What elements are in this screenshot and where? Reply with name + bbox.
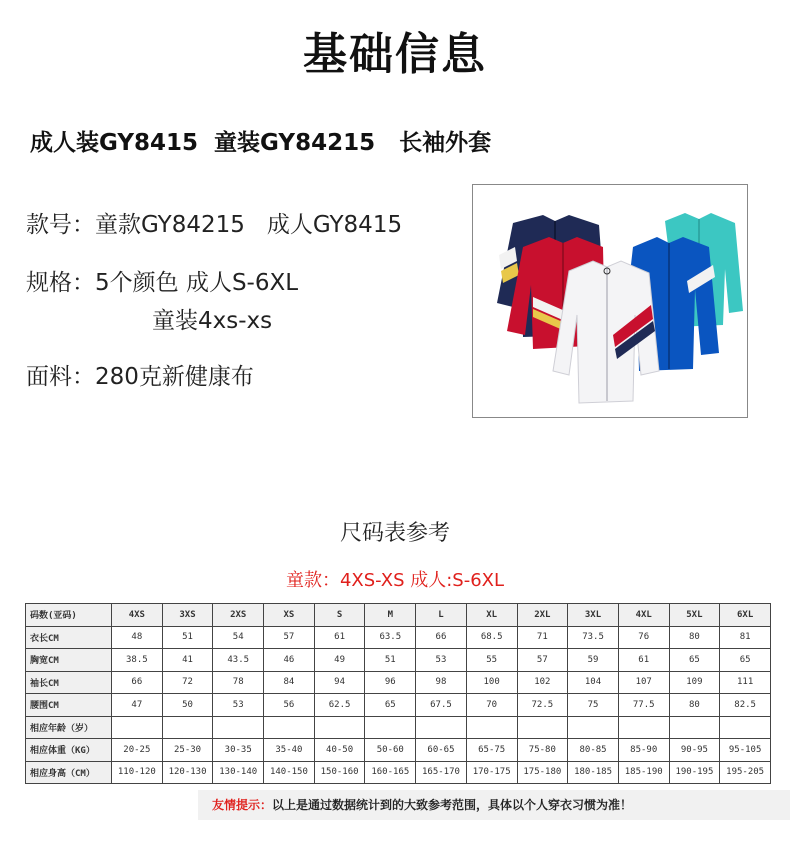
size-table-cell: 54 (213, 626, 264, 649)
size-table-cell: 84 (264, 671, 315, 694)
size-table-cell: 80 (669, 626, 720, 649)
size-table-cell: 49 (314, 649, 365, 672)
size-table-cell: 48 (112, 626, 163, 649)
tip-lead: 友情提示： (212, 798, 273, 812)
size-column-header: 5XL (669, 604, 720, 627)
size-table-cell: 110-120 (112, 761, 163, 784)
size-column-header: 4XS (112, 604, 163, 627)
size-table-cell: 180-185 (568, 761, 619, 784)
size-table-cell: 50-60 (365, 739, 416, 762)
size-table-cell: 75-80 (517, 739, 568, 762)
size-table-cell (618, 716, 669, 739)
size-table-cell: 67.5 (416, 694, 467, 717)
size-table-cell (213, 716, 264, 739)
size-table-cell: 57 (264, 626, 315, 649)
size-table-cell: 43.5 (213, 649, 264, 672)
size-row-label: 相应身高（CM） (26, 761, 112, 784)
size-table-cell: 59 (568, 649, 619, 672)
size-table-cell (517, 716, 568, 739)
size-table-cell: 107 (618, 671, 669, 694)
size-table-cell: 38.5 (112, 649, 163, 672)
size-table-cell: 190-195 (669, 761, 720, 784)
size-table-cell: 120-130 (162, 761, 213, 784)
size-table-row (26, 626, 771, 649)
size-table-cell (264, 716, 315, 739)
size-table-cell: 100 (466, 671, 517, 694)
size-table-cell: 53 (213, 694, 264, 717)
size-table-cell: 77.5 (618, 694, 669, 717)
size-table-cell: 53 (416, 649, 467, 672)
white-jacket-image (553, 261, 659, 403)
size-row-label: 胸宽CM (26, 649, 112, 672)
size-table-cell: 170-175 (466, 761, 517, 784)
size-row-label: 相应体重（KG） (26, 739, 112, 762)
size-table-cell: 102 (517, 671, 568, 694)
size-table-row (26, 761, 771, 784)
size-table-cell: 175-180 (517, 761, 568, 784)
size-table-cell: 65 (365, 694, 416, 717)
size-table-cell: 140-150 (264, 761, 315, 784)
size-range-note: 童款：4XS-XS 成人:S-6XL (285, 570, 505, 591)
size-table-cell: 61 (314, 626, 365, 649)
size-table-cell: 73.5 (568, 626, 619, 649)
size-column-header: XS (264, 604, 315, 627)
size-table-cell: 95-105 (720, 739, 771, 762)
size-chart-title: 尺码表参考 (339, 521, 450, 546)
size-table-cell: 72 (162, 671, 213, 694)
size-table-cell (314, 716, 365, 739)
size-column-header: S (314, 604, 365, 627)
size-table-cell: 47 (112, 694, 163, 717)
size-table-cell: 65-75 (466, 739, 517, 762)
page-title: 基础信息 (303, 29, 487, 80)
size-table-cell: 60-65 (416, 739, 467, 762)
size-column-header: XL (466, 604, 517, 627)
size-table-cell: 165-170 (416, 761, 467, 784)
size-table-row (26, 649, 771, 672)
size-table-cell (720, 716, 771, 739)
size-table-cell: 68.5 (466, 626, 517, 649)
size-table-cell: 62.5 (314, 694, 365, 717)
size-table-cell: 109 (669, 671, 720, 694)
size-table-cell: 195-205 (720, 761, 771, 784)
product-subtitle: 成人装GY8415 童装GY84215 长袖外套 (30, 130, 492, 156)
size-table-cell: 111 (720, 671, 771, 694)
size-table-cell: 71 (517, 626, 568, 649)
size-table-cell: 104 (568, 671, 619, 694)
size-column-header: M (365, 604, 416, 627)
size-table-cell (466, 716, 517, 739)
size-table-cell: 82.5 (720, 694, 771, 717)
size-table-cell: 65 (669, 649, 720, 672)
size-table-cell: 70 (466, 694, 517, 717)
size-table-cell: 65 (720, 649, 771, 672)
friendly-tip (198, 790, 790, 820)
size-table-cell: 81 (720, 626, 771, 649)
size-table-cell: 80-85 (568, 739, 619, 762)
size-table-cell: 72.5 (517, 694, 568, 717)
size-column-header: 3XL (568, 604, 619, 627)
size-table-cell: 63.5 (365, 626, 416, 649)
size-column-header: 2XL (517, 604, 568, 627)
size-table-header-row (26, 604, 771, 627)
size-table-cell: 20-25 (112, 739, 163, 762)
size-row-label: 腰围CM (26, 694, 112, 717)
style-number-line: 款号：童款GY84215 成人GY8415 (26, 212, 403, 238)
size-table-row (26, 716, 771, 739)
size-table-cell: 30-35 (213, 739, 264, 762)
size-column-header: L (416, 604, 467, 627)
size-table-cell (112, 716, 163, 739)
size-table-cell: 80 (669, 694, 720, 717)
size-table-cell: 96 (365, 671, 416, 694)
size-table-cell: 75 (568, 694, 619, 717)
size-column-header: 2XS (213, 604, 264, 627)
size-table-cell: 66 (416, 626, 467, 649)
size-table-cell: 35-40 (264, 739, 315, 762)
size-table-cell: 94 (314, 671, 365, 694)
size-table-cell: 51 (365, 649, 416, 672)
spec-line-adult: 规格：5个颜色 成人S-6XL (26, 270, 299, 296)
fabric-line: 面料：280克新健康布 (26, 364, 254, 390)
size-table-cell: 55 (466, 649, 517, 672)
size-table-corner-header: 码数(亚码) (26, 604, 112, 627)
size-column-header: 3XS (162, 604, 213, 627)
size-row-label: 袖长CM (26, 671, 112, 694)
jackets-illustration (473, 185, 747, 417)
size-table-cell: 66 (112, 671, 163, 694)
size-table-cell: 51 (162, 626, 213, 649)
size-table-cell (365, 716, 416, 739)
tip-text: 以上是通过数据统计到的大致参考范围，具体以个人穿衣习惯为准！ (272, 798, 633, 812)
size-table-row (26, 739, 771, 762)
size-table-cell: 61 (618, 649, 669, 672)
size-table-cell: 46 (264, 649, 315, 672)
size-table-cell: 57 (517, 649, 568, 672)
size-table (25, 603, 771, 784)
size-row-label: 衣长CM (26, 626, 112, 649)
size-table-cell: 78 (213, 671, 264, 694)
size-table-cell (416, 716, 467, 739)
size-table-cell: 41 (162, 649, 213, 672)
size-table-cell: 160-165 (365, 761, 416, 784)
size-table-cell (669, 716, 720, 739)
size-table-row (26, 694, 771, 717)
size-table-cell: 40-50 (314, 739, 365, 762)
size-column-header: 6XL (720, 604, 771, 627)
size-table-cell: 98 (416, 671, 467, 694)
size-table-cell: 130-140 (213, 761, 264, 784)
size-table-cell: 25-30 (162, 739, 213, 762)
size-table-cell: 85-90 (618, 739, 669, 762)
size-table-cell (162, 716, 213, 739)
size-table-cell (568, 716, 619, 739)
size-row-label: 相应年龄（岁） (26, 716, 112, 739)
spec-line-kids: 童装4xs-xs (152, 308, 273, 334)
size-table-cell: 76 (618, 626, 669, 649)
size-table-row (26, 671, 771, 694)
size-table-cell: 185-190 (618, 761, 669, 784)
size-table-cell: 150-160 (314, 761, 365, 784)
size-table-cell: 56 (264, 694, 315, 717)
product-photo (472, 184, 748, 418)
size-table-cell: 90-95 (669, 739, 720, 762)
size-column-header: 4XL (618, 604, 669, 627)
size-table-cell: 50 (162, 694, 213, 717)
